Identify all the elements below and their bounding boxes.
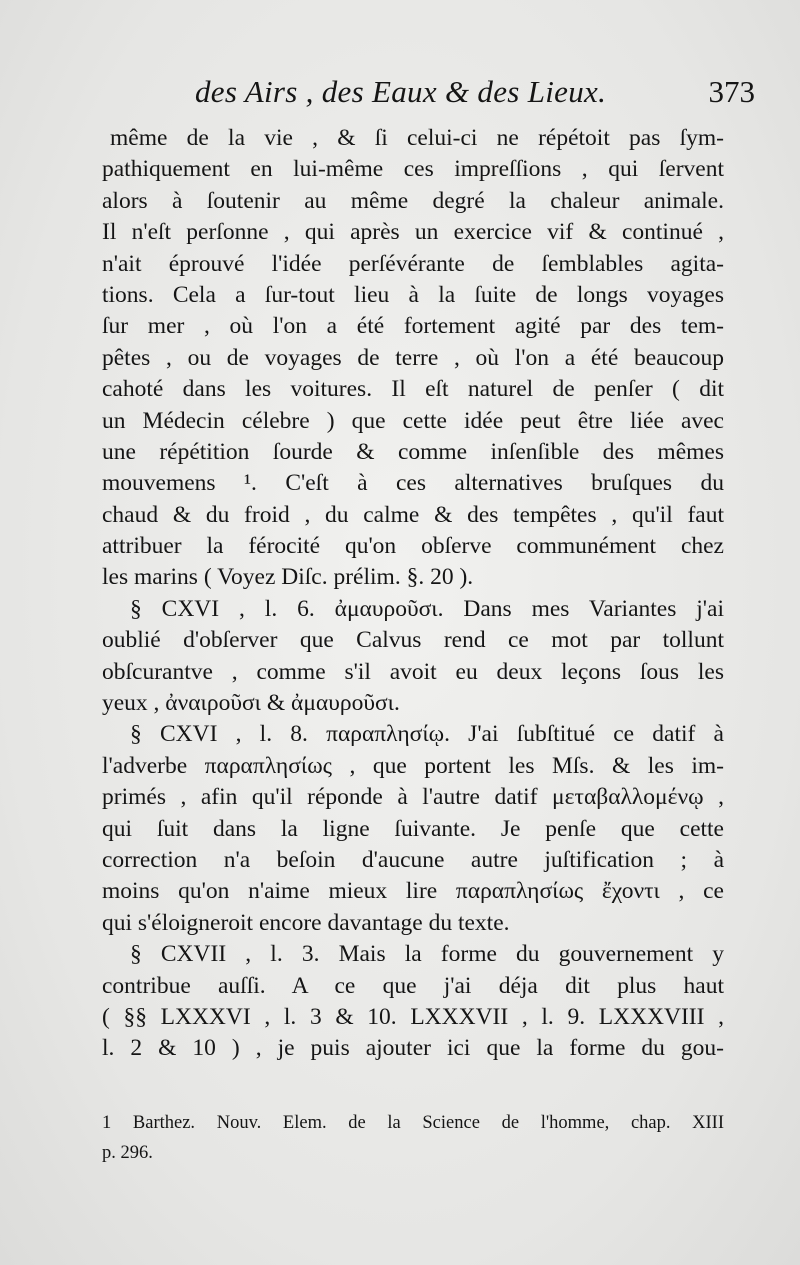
page-number: 373: [708, 74, 755, 109]
text-line: les marins ( Voyez Diſc. prélim. §. 20 ).: [102, 564, 474, 591]
text-line: § CXVI , l. 8. παραπλησίῳ. J'ai ſubſtitué ce datif à: [130, 721, 724, 748]
running-title: des Airs , des Eaux & des Lieux.: [195, 74, 607, 109]
text-line: qui s'éloigneroit encore davantage du texte.: [102, 909, 510, 936]
text-line: correction n'a beſoin d'aucune autre juſtification ; à: [102, 846, 724, 873]
text-line: yeux , ἀναιροῦσι & ἀμαυροῦσι.: [102, 690, 400, 717]
text-line: ( §§ LXXXVI , l. 3 & 10. LXXXVII , l. 9. LXXXVIII ,: [102, 1003, 724, 1030]
text-line: chaud & du froid , du calme & des tempêtes , qu'il faut: [102, 501, 724, 528]
text-line: n'ait éprouvé l'idée perſévérante de ſemblables agita-: [102, 250, 724, 277]
text-line: pêtes , ou de voyages de terre , où l'on a été beaucoup: [102, 344, 724, 371]
text-line: attribuer la férocité qu'on obſerve communément chez: [102, 533, 724, 560]
text-line: une répétition ſourde & comme inſenſible des mêmes: [102, 438, 724, 465]
text-line: tions. Cela a ſur-tout lieu à la ſuite de longs voyages: [102, 281, 724, 308]
text-line: l. 2 & 10 ) , je puis ajouter ici que la forme du gou-: [102, 1035, 724, 1062]
footnote-line: p. 296.: [102, 1143, 153, 1163]
page-header: [195, 74, 755, 114]
body-text: [102, 123, 724, 1065]
text-line: contribue auſſi. A ce que j'ai déja dit plus haut: [102, 972, 724, 999]
text-line: un Médecin célebre ) que cette idée peut être liée avec: [102, 407, 724, 434]
text-line: moins qu'on n'aime mieux lire παραπλησίως ἔχοντι , ce: [102, 878, 724, 905]
text-line: pathiquement en lui-même ces impreſſions , qui ſervent: [102, 156, 724, 183]
text-line: mouvemens ¹. C'eſt à ces alternatives bruſques du: [102, 470, 724, 497]
text-line: même de la vie , & ſi celui-ci ne répétoit pas ſym-: [110, 125, 724, 151]
text-line: oublié d'obſerver que Calvus rend ce mot par tollunt: [102, 627, 724, 654]
text-line: qui ſuit dans la ligne ſuivante. Je penſe que cette: [102, 815, 724, 842]
footnote: [102, 1108, 724, 1168]
text-line: § CXVI , l. 6. ἀμαυροῦσι. Dans mes Variantes j'ai: [130, 595, 724, 622]
text-line: obſcurantve , comme s'il avoit eu deux leçons ſous les: [102, 658, 724, 685]
footnote-line: 1 Barthez. Nouv. Elem. de la Science de l'homme, chap. XIII: [102, 1113, 724, 1133]
text-line: l'adverbe παραπλησίως , que portent les Mſs. & les im-: [102, 752, 724, 779]
text-line: Il n'eſt perſonne , qui après un exercice vif & continué ,: [102, 219, 724, 246]
text-line: § CXVII , l. 3. Mais la forme du gouvernement y: [130, 941, 724, 968]
text-line: cahoté dans les voitures. Il eſt naturel de penſer ( dit: [102, 376, 724, 403]
text-line: ſur mer , où l'on a été fortement agité par des tem-: [102, 313, 724, 340]
text-line: primés , afin qu'il réponde à l'autre datif μεταβαλλομένῳ ,: [102, 784, 724, 811]
text-line: alors à ſoutenir au même degré la chaleur animale.: [102, 187, 724, 214]
